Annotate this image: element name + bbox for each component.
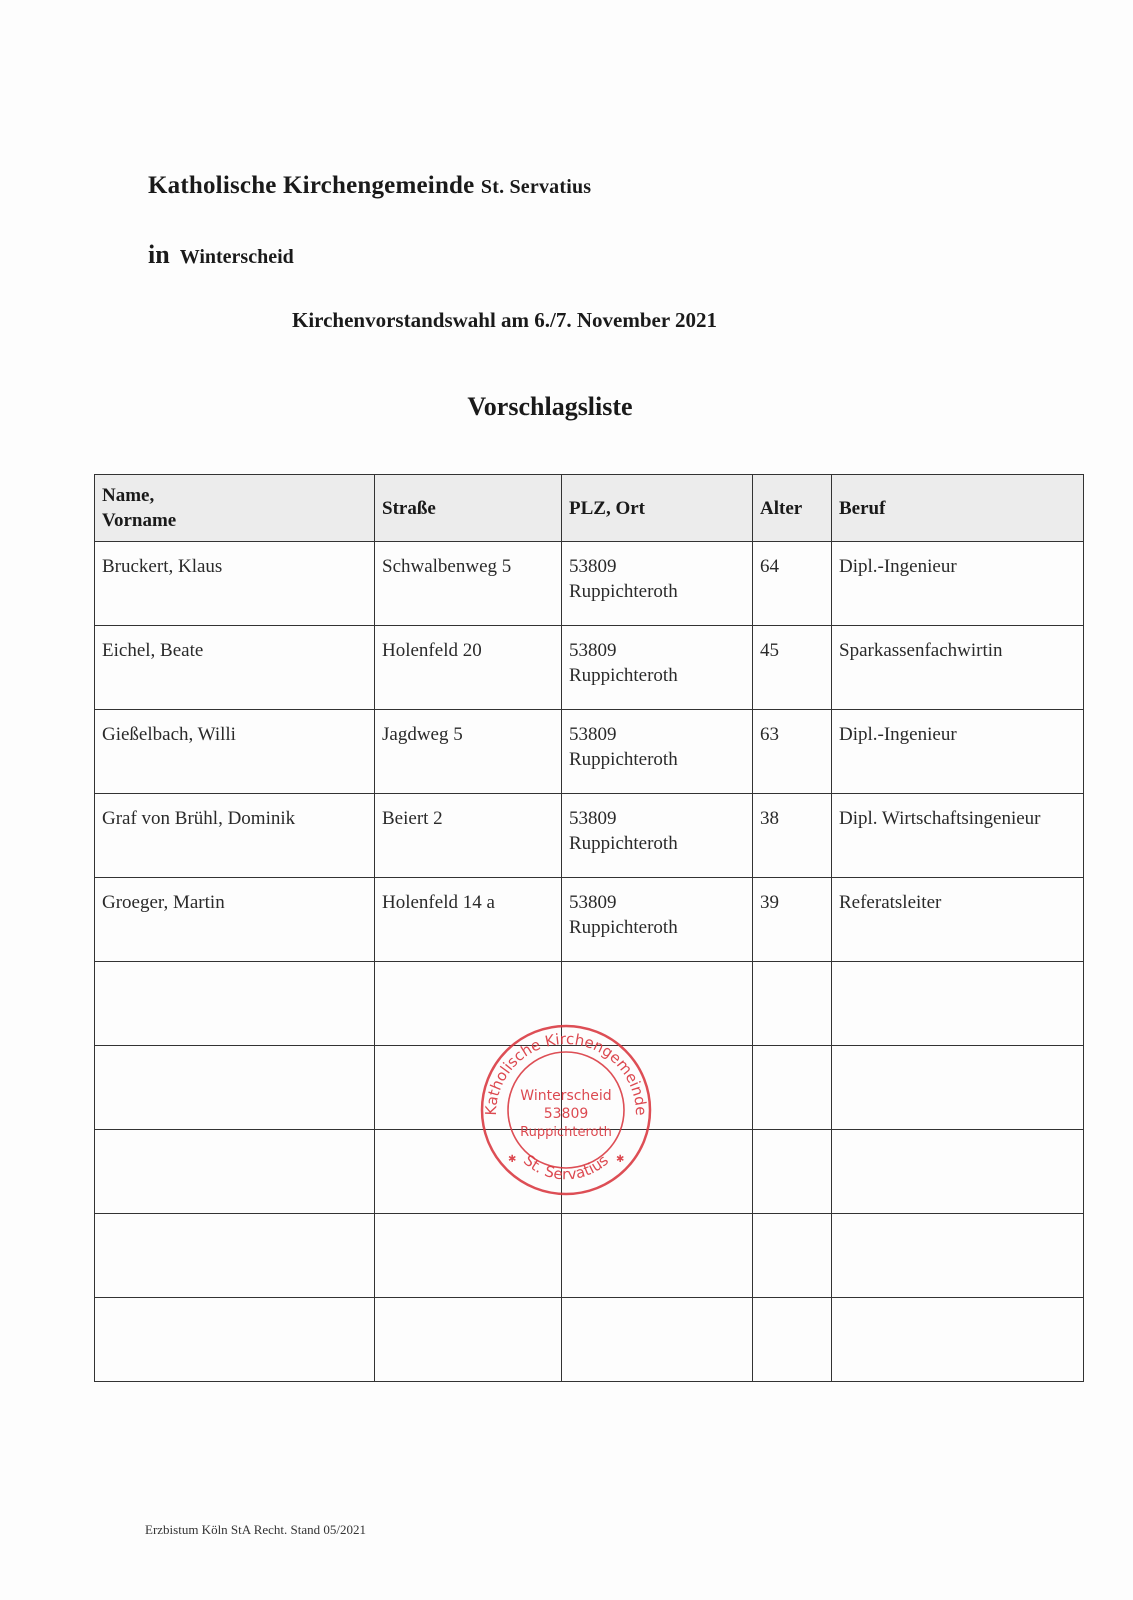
cell-age xyxy=(753,962,832,1046)
cell-age: 39 xyxy=(753,878,832,962)
stamp-outer-text-path: Katholische Kirchengemeinde xyxy=(481,1029,651,1116)
cell-city: Ruppichteroth xyxy=(569,749,678,770)
cell-name: Gießelbach, Willi xyxy=(95,710,375,794)
cell-job: Referatsleiter xyxy=(832,878,1084,962)
cell-zip: 53809 xyxy=(569,808,617,829)
stamp-star-icon: ✱ xyxy=(508,1154,517,1165)
column-header-line: Name, xyxy=(102,485,155,506)
column-header-age: Alter xyxy=(753,475,832,542)
stamp-line-city: Ruppichteroth xyxy=(520,1125,612,1140)
cell-street: Holenfeld 14 a xyxy=(375,878,562,962)
proposal-table xyxy=(94,474,1084,1382)
cell-city: Ruppichteroth xyxy=(569,581,678,602)
stamp-bottom-text xyxy=(520,1151,612,1183)
cell-street xyxy=(375,1298,562,1382)
stamp-line-town: Winterscheid xyxy=(520,1088,612,1104)
footer-note: Erzbistum Köln StA Recht. Stand 05/2021 xyxy=(145,1522,366,1537)
table-row xyxy=(95,542,1084,626)
table-row xyxy=(95,794,1084,878)
cell-name xyxy=(95,1298,375,1382)
cell-job xyxy=(832,962,1084,1046)
cell-job: Sparkassenfachwirtin xyxy=(832,626,1084,710)
table-row xyxy=(95,710,1084,794)
list-title: Vorschlagsliste xyxy=(467,392,633,421)
in-word: in xyxy=(148,240,170,269)
parish-heading xyxy=(148,172,591,200)
cell-job xyxy=(832,1046,1084,1130)
parish-name: Katholische Kirchengemeinde xyxy=(148,172,475,199)
cell-job: Dipl.-Ingenieur xyxy=(832,542,1084,626)
cell-job xyxy=(832,1130,1084,1214)
cell-zip-city xyxy=(562,878,753,962)
cell-name xyxy=(95,1046,375,1130)
stamp-line-zip: 53809 xyxy=(543,1106,589,1122)
cell-name: Graf von Brühl, Dominik xyxy=(95,794,375,878)
column-header-name xyxy=(95,475,375,542)
cell-age: 45 xyxy=(753,626,832,710)
column-header-line: Vorname xyxy=(102,510,177,531)
parish-stamp xyxy=(478,1022,654,1198)
parish-saint: St. Servatius xyxy=(480,176,592,198)
cell-name xyxy=(95,1214,375,1298)
stamp-bottom-text-path: St. Servatius xyxy=(520,1151,612,1184)
cell-age: 38 xyxy=(753,794,832,878)
table-header-row xyxy=(95,475,1084,542)
cell-zip-city xyxy=(562,794,753,878)
cell-zip-city xyxy=(562,542,753,626)
cell-street: Holenfeld 20 xyxy=(375,626,562,710)
cell-zip: 53809 xyxy=(569,556,617,577)
cell-zip-city xyxy=(562,1298,753,1382)
cell-zip: 53809 xyxy=(569,724,617,745)
table-row-empty xyxy=(95,1298,1084,1382)
cell-city: Ruppichteroth xyxy=(569,917,678,938)
cell-name: Eichel, Beate xyxy=(95,626,375,710)
cell-street: Beiert 2 xyxy=(375,794,562,878)
cell-zip-city xyxy=(562,626,753,710)
cell-zip: 53809 xyxy=(569,640,617,661)
cell-age xyxy=(753,1214,832,1298)
cell-street: Schwalbenweg 5 xyxy=(375,542,562,626)
cell-street xyxy=(375,1214,562,1298)
cell-job: Dipl. Wirtschaftsingenieur xyxy=(832,794,1084,878)
cell-name: Groeger, Martin xyxy=(95,878,375,962)
cell-city: Ruppichteroth xyxy=(569,665,678,686)
cell-age: 63 xyxy=(753,710,832,794)
cell-zip-city xyxy=(562,1214,753,1298)
cell-age xyxy=(753,1130,832,1214)
cell-job xyxy=(832,1298,1084,1382)
column-header-job: Beruf xyxy=(832,475,1084,542)
column-header-street: Straße xyxy=(375,475,562,542)
town-name: Winterscheid xyxy=(179,246,294,268)
place-heading xyxy=(148,240,294,270)
cell-name xyxy=(95,962,375,1046)
table-row xyxy=(95,878,1084,962)
cell-name xyxy=(95,1130,375,1214)
cell-city: Ruppichteroth xyxy=(569,833,678,854)
table-row-empty xyxy=(95,1214,1084,1298)
cell-age: 64 xyxy=(753,542,832,626)
stamp-star-icon: ✱ xyxy=(616,1154,625,1165)
cell-job: Dipl.-Ingenieur xyxy=(832,710,1084,794)
column-header-zip-city: PLZ, Ort xyxy=(562,475,753,542)
cell-zip: 53809 xyxy=(569,892,617,913)
election-title: Kirchenvorstandswahl am 6./7. November 2021 xyxy=(292,308,718,332)
cell-zip-city xyxy=(562,710,753,794)
cell-name: Bruckert, Klaus xyxy=(95,542,375,626)
cell-job xyxy=(832,1214,1084,1298)
cell-age xyxy=(753,1046,832,1130)
table-row xyxy=(95,626,1084,710)
cell-street: Jagdweg 5 xyxy=(375,710,562,794)
cell-age xyxy=(753,1298,832,1382)
